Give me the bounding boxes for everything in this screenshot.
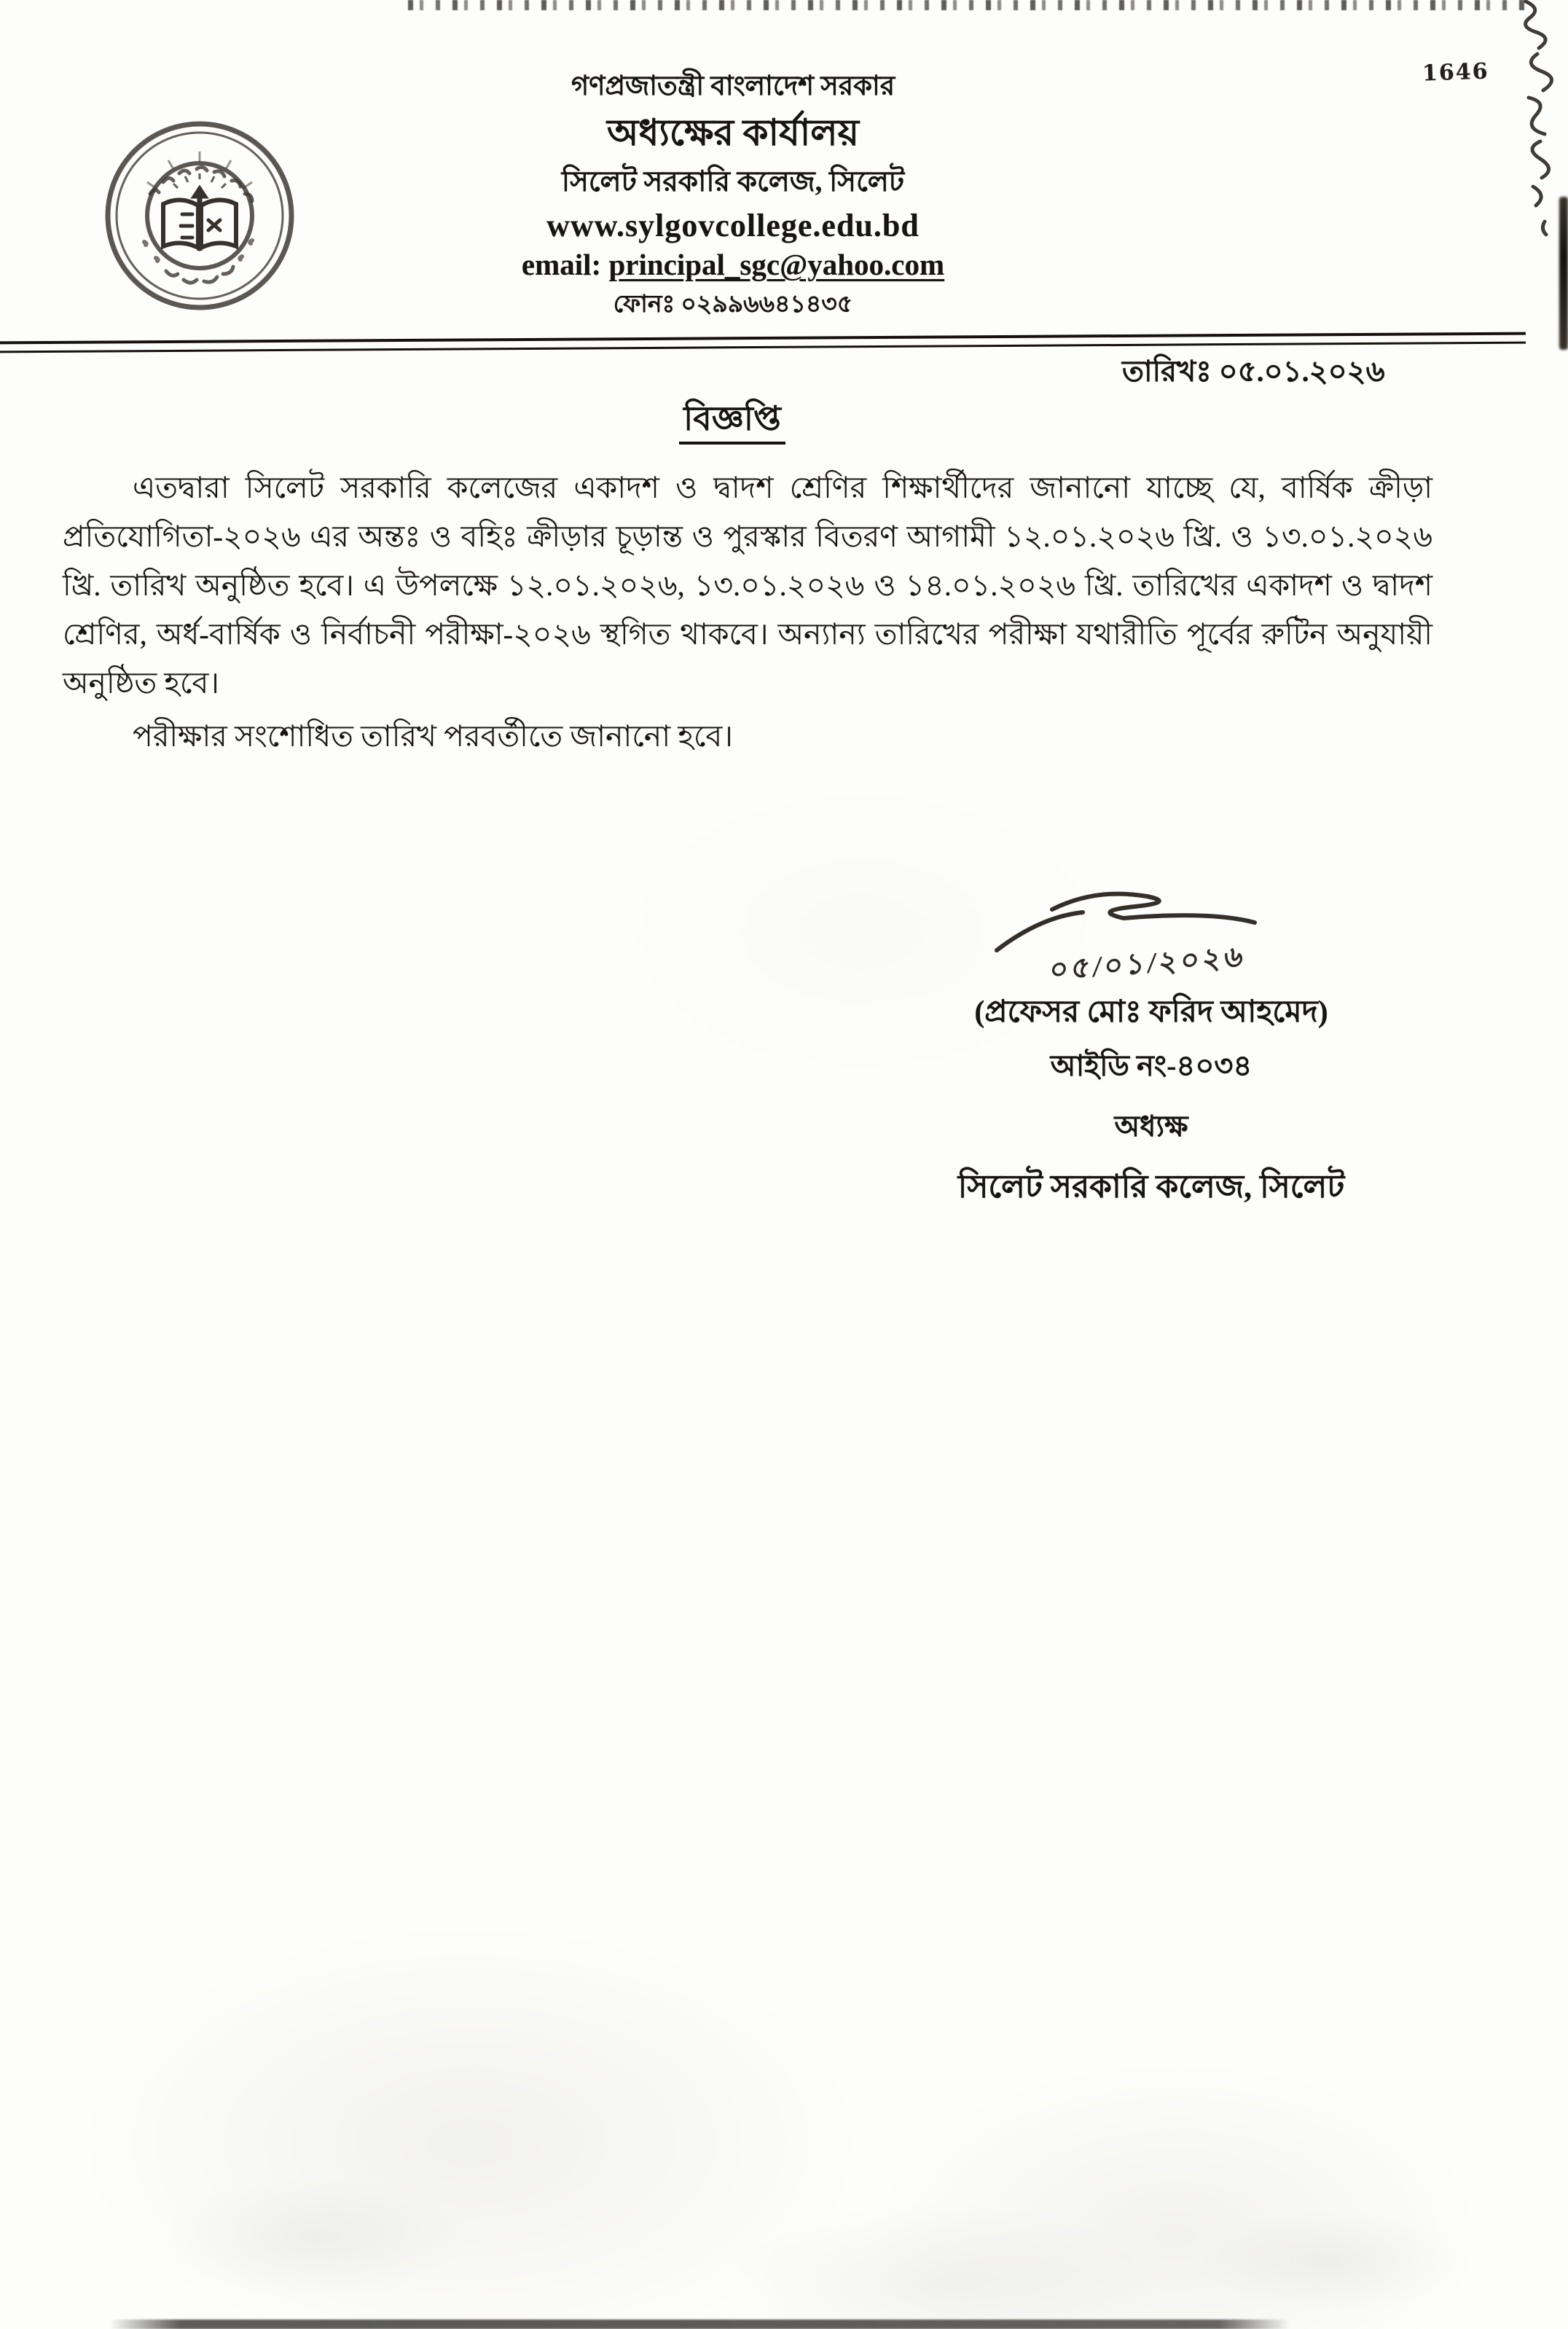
email-line [405,247,1061,282]
phone-line: ফোনঃ ০২৯৯৬৬৪১৪৩৫ [613,291,853,318]
signatory-designation: অধ্যক্ষ [1114,1109,1188,1143]
college-name: সিলেট সরকারি কলেজ, সিলেট [561,166,905,198]
email-label: email: [521,247,609,281]
signatory-name: (প্রফেসর মোঃ ফরিদ আহমেদ) [974,995,1328,1029]
signature-block [896,883,1406,1216]
notice-paragraph-2: পরীক্ষার সংশোধিত তারিখ পরবর্তীতে জানানো হবে। [133,719,733,753]
scan-edge-shadow [1559,197,1568,350]
email-address: principal_sgc@yahoo.com [608,247,945,281]
issue-date: তারিখঃ ০৫.০১.২০২৬ [1122,355,1385,388]
scan-noise-texture [0,1877,1568,2329]
signatory-id-number: আইডি নং-৪০৩৪ [1050,1049,1253,1082]
bottom-scan-edge [109,2320,1290,2329]
signatory-institution: সিলেট সরকারি কলেজ, সিলেট [957,1168,1345,1205]
government-name: গণপ্রজাতন্ত্রী বাংলাদেশ সরকার [571,71,895,101]
handwritten-date: ০৫/০১/২০২৬ [1048,939,1247,987]
letterhead [405,70,1061,326]
cut-off-text-artifact [408,0,1530,10]
scan-number: 1646 [1422,58,1490,87]
college-seal-icon [102,118,297,313]
notice-title: বিজ্ঞপ্তি [0,394,1465,449]
website-url: www.sylgovcollege.edu.bd [546,207,920,243]
office-name: অধ্যক্ষের কার্যালয় [607,112,859,154]
notice-paragraph-1: এতদ্বারা সিলেট সরকারি কলেজের একাদশ ও দ্বাদশ শ্রেণির শিক্ষার্থীদের জানানো যাচ্ছে যে, বার্ষিক ক্রীড়া প্রতিযোগিতা-২০২৬ এর অন্তঃ ও বহিঃ ক্রীড়ার চূড়ান্ত ও পুরস্কার বিতরণ আগামী ১২.০১.২০২৬ খ্রি. ও ১৩.০১.২০২৬ খ্রি. তারিখ অনুষ্ঠিত হবে। এ উপলক্ষে ১২.০১.২০২৬, ১৩.০১.২০২৬ ও ১৪.০১.২০২৬ খ্রি. তারিখের একাদশ ও দ্বাদশ শ্রেণির, অর্ধ-বার্ষিক ও নির্বাচনী পরীক্ষা-২০২৬ স্থগিত থাকবে। অন্যান্য তারিখের পরীক্ষা যথারীতি পূর্বের রুটিন অনুযায়ী অনুষ্ঠিত হবে। [63,471,1432,700]
signature-scribble [896,883,1406,993]
notice-body [63,463,1432,761]
